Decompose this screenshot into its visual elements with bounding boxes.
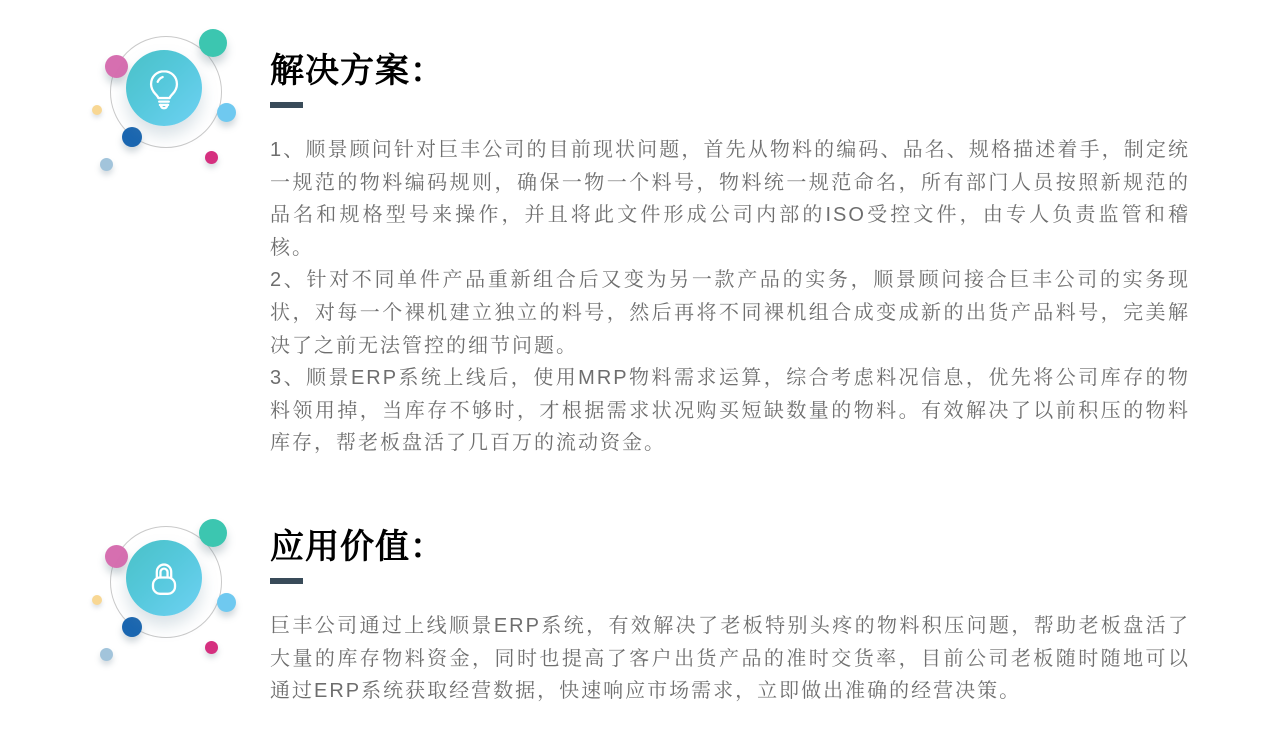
steel-dot (100, 648, 113, 661)
sky-dot (217, 593, 236, 612)
steel-dot (100, 158, 113, 171)
paragraph: 巨丰公司通过上线顺景ERP系统，有效解决了老板特别头疼的物料积压问题，帮助老板盘活了大量的库存物料资金，同时也提高了客户出货产品的准时交货率，目前公司老板随时随地可以通过ERP系统获取经营数据，快速响应市场需求，立即做出准确的经营决策。 (270, 615, 1190, 703)
pink-dot (105, 545, 128, 568)
yellow-dot (92, 105, 102, 115)
lock-icon (141, 555, 187, 601)
paragraph: 1、顺景顾问针对巨丰公司的目前现状问题，首先从物料的编码、品名、规格描述着手，制定统一规范的物料编码规则，确保一物一个料号，物料统一规范命名，所有部门人员按照新规范的品名和规格型号来操作，并且将此文件形成公司内部的ISO受控文件，由专人负责监管和稽核。 (270, 139, 1190, 259)
magenta-dot (205, 641, 218, 654)
magenta-dot (205, 151, 218, 164)
blue-dot (122, 127, 142, 147)
lightbulb-icon (141, 65, 187, 111)
solution-section (270, 52, 1190, 460)
heading-underline (270, 102, 303, 108)
badge-circle (126, 540, 202, 616)
teal-dot (199, 519, 227, 547)
value-badge (85, 515, 245, 675)
paragraph: 3、顺景ERP系统上线后，使用MRP物料需求运算，综合考虑料况信息，优先将公司库存的物料领用掉，当库存不够时，才根据需求状况购买短缺数量的物料。有效解决了以前积压的物料库存，帮老板盘活了几百万的流动资金。 (270, 367, 1190, 455)
blue-dot (122, 617, 142, 637)
solution-paragraphs (270, 134, 1190, 460)
pink-dot (105, 55, 128, 78)
value-paragraphs (270, 610, 1190, 708)
paragraph: 2、针对不同单件产品重新组合后又变为另一款产品的实务，顺景顾问接合巨丰公司的实务现状，对每一个裸机建立独立的料号，然后再将不同裸机组合成变成新的出货产品料号，完美解决了之前无法管控的细节问题。 (270, 269, 1190, 357)
section-heading: 应用价值： (270, 528, 445, 566)
value-section (270, 528, 1190, 708)
sky-dot (217, 103, 236, 122)
yellow-dot (92, 595, 102, 605)
badge-circle (126, 50, 202, 126)
section-heading: 解决方案： (270, 52, 445, 90)
teal-dot (199, 29, 227, 57)
heading-underline (270, 578, 303, 584)
solution-badge (85, 25, 245, 185)
